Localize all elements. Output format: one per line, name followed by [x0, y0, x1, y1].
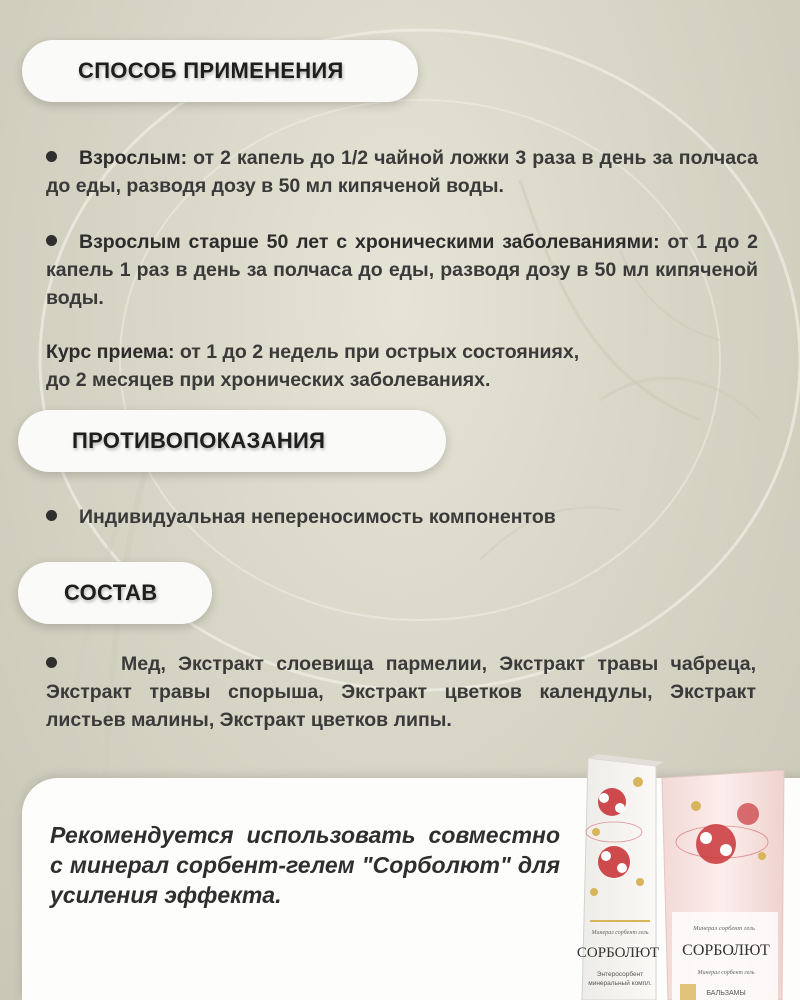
- box-subtitle: Минерал сорбент гель: [591, 930, 649, 936]
- recommendation-text: Рекомендуется использовать совместно с минерал сорбент-гелем "Сорболют" для усиления эффекта.: [50, 822, 560, 908]
- contraindications-header: [18, 410, 446, 472]
- tube-subtitle-2: Минерал сорбент гель: [697, 970, 755, 976]
- usage-seniors-text: от 1 до 2 капель 1 раз в день за полчаса до еды, разводя дозу в 50 мл кипяченой воды.: [46, 231, 758, 309]
- box-desc1: Энтеросорбент: [596, 971, 644, 978]
- bullet-icon: [46, 151, 57, 162]
- tube-badge: БАЛЬЗАМЫ: [706, 990, 746, 997]
- usage-header: [22, 40, 418, 102]
- tube-subtitle: Минерал сорбент гель: [693, 925, 755, 932]
- composition-title: СОСТАВ: [64, 580, 158, 605]
- usage-title: СПОСОБ ПРИМЕНЕНИЯ: [78, 58, 344, 83]
- contraindications-title: ПРОТИВОПОКАЗАНИЯ: [72, 428, 326, 453]
- bullet-icon: [46, 657, 57, 668]
- composition-item: [46, 650, 756, 734]
- usage-seniors-label: Взрослым старше 50 лет с хроническими заболеваниями:: [79, 231, 660, 253]
- composition-text: Мед, Экстракт слоевища пармелии, Экстракт травы чабреца, Экстракт травы спорыша, Экстракт цветков календулы, Экстракт листьев малины, Экстракт цветков липы.: [46, 653, 756, 731]
- bullet-icon: [46, 235, 57, 246]
- tube-name: СОРБОЛЮТ: [682, 942, 770, 959]
- usage-course-label: Курс приема:: [46, 341, 175, 363]
- usage-seniors: [46, 228, 758, 312]
- usage-course-line2: до 2 месяцев при хронических заболеваниях.: [46, 369, 491, 391]
- contraindications-text: Индивидуальная непереносимость компонентов: [79, 506, 556, 528]
- box-desc2: минеральный компл.: [588, 980, 652, 987]
- box-name: СОРБОЛЮТ: [576, 945, 660, 961]
- usage-adults: [46, 144, 758, 200]
- usage-course: [46, 338, 758, 394]
- composition-header: [18, 562, 212, 624]
- usage-adults-text: от 2 капель до 1/2 чайной ложки 3 раза в день за полчаса до еды, разводя дозу в 50 мл кипяченой воды.: [46, 147, 758, 197]
- product-image: [576, 752, 800, 1000]
- usage-adults-label: Взрослым:: [79, 147, 188, 169]
- contraindications-item: [46, 503, 758, 531]
- bullet-icon: [46, 510, 57, 521]
- usage-course-line1: от 1 до 2 недель при острых состояниях,: [174, 341, 580, 363]
